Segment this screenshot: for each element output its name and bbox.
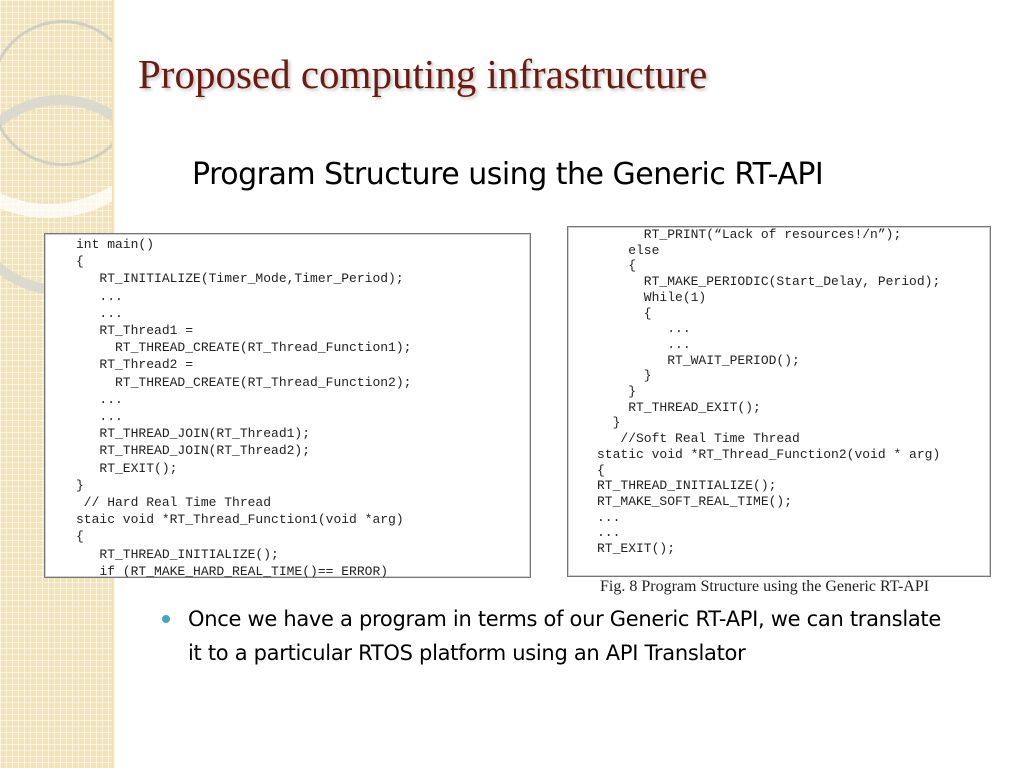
code-line: ... bbox=[597, 525, 621, 541]
code-line: //Soft Real Time Thread bbox=[597, 431, 800, 447]
code-line: static void *RT_Thread_Function2(void * arg) bbox=[597, 446, 941, 462]
code-line: RT_THREAD_INITIALIZE(); bbox=[597, 478, 777, 494]
code-block bbox=[76, 236, 411, 578]
code-line: { bbox=[76, 529, 84, 545]
code-line: int main() bbox=[76, 237, 155, 252]
code-line: { bbox=[597, 305, 652, 321]
code-line: RT_THREAD_CREATE(RT_Thread_Function1); bbox=[76, 340, 412, 356]
decorative-ring bbox=[0, 20, 112, 166]
slide-subtitle: Program Structure using the Generic RT-API bbox=[192, 157, 824, 192]
code-line: } bbox=[76, 477, 84, 493]
code-line: { bbox=[597, 258, 637, 274]
code-line: ... bbox=[76, 305, 123, 321]
code-line: While(1) bbox=[597, 289, 707, 305]
figure-caption: Fig. 8 Program Structure using the Generic RT-API bbox=[600, 578, 930, 595]
code-line: RT_THREAD_INITIALIZE(); bbox=[76, 546, 279, 562]
code-line: RT_MAKE_PERIODIC(Start_Delay, Period); bbox=[597, 274, 941, 290]
code-line: else bbox=[597, 242, 660, 258]
code-line: // Hard Real Time Thread bbox=[76, 495, 272, 511]
code-line: RT_THREAD_CREATE(RT_Thread_Function2); bbox=[76, 374, 412, 390]
code-line: if (RT_MAKE_HARD_REAL_TIME()== ERROR) bbox=[76, 563, 389, 578]
code-line: staic void *RT_Thread_Function1(void *arg) bbox=[76, 512, 404, 528]
code-line: RT_EXIT(); bbox=[76, 460, 178, 476]
bullet-icon bbox=[162, 615, 170, 623]
code-line: RT_EXIT(); bbox=[597, 541, 676, 557]
code-line: { bbox=[76, 254, 84, 270]
code-line: } bbox=[597, 368, 652, 384]
code-line: RT_WAIT_PERIOD(); bbox=[597, 352, 800, 368]
code-line: } bbox=[597, 384, 637, 400]
code-line: ... bbox=[597, 509, 621, 525]
code-block bbox=[597, 227, 940, 557]
code-line: ... bbox=[597, 321, 691, 337]
code-line: RT_THREAD_JOIN(RT_Thread1); bbox=[76, 426, 311, 442]
code-line: ... bbox=[76, 409, 123, 425]
code-line: RT_THREAD_EXIT(); bbox=[597, 399, 761, 415]
code-line: RT_Thread2 = bbox=[76, 357, 194, 373]
bullet-text: Once we have a program in terms of our Generic RT-API, we can translate it to a particular RTOS platform using an API Translator bbox=[188, 607, 941, 665]
code-line: ... bbox=[76, 288, 123, 304]
code-line: RT_THREAD_JOIN(RT_Thread2); bbox=[76, 443, 311, 459]
code-listing-left bbox=[44, 233, 531, 578]
bullet-item bbox=[160, 602, 960, 670]
code-line: ... bbox=[597, 336, 691, 352]
code-listing-right bbox=[567, 226, 991, 577]
code-line: RT_PRINT(“Lack of resources!/n”); bbox=[597, 227, 902, 242]
code-line: } bbox=[597, 415, 621, 431]
code-line: RT_MAKE_SOFT_REAL_TIME(); bbox=[597, 493, 793, 509]
code-line: { bbox=[597, 462, 605, 478]
slide-title: Proposed computing infrastructure bbox=[138, 51, 708, 97]
code-line: ... bbox=[76, 391, 123, 407]
code-line: RT_INITIALIZE(Timer_Mode,Timer_Period); bbox=[76, 271, 404, 287]
bullet-list bbox=[160, 602, 960, 670]
code-line: RT_Thread1 = bbox=[76, 323, 194, 339]
